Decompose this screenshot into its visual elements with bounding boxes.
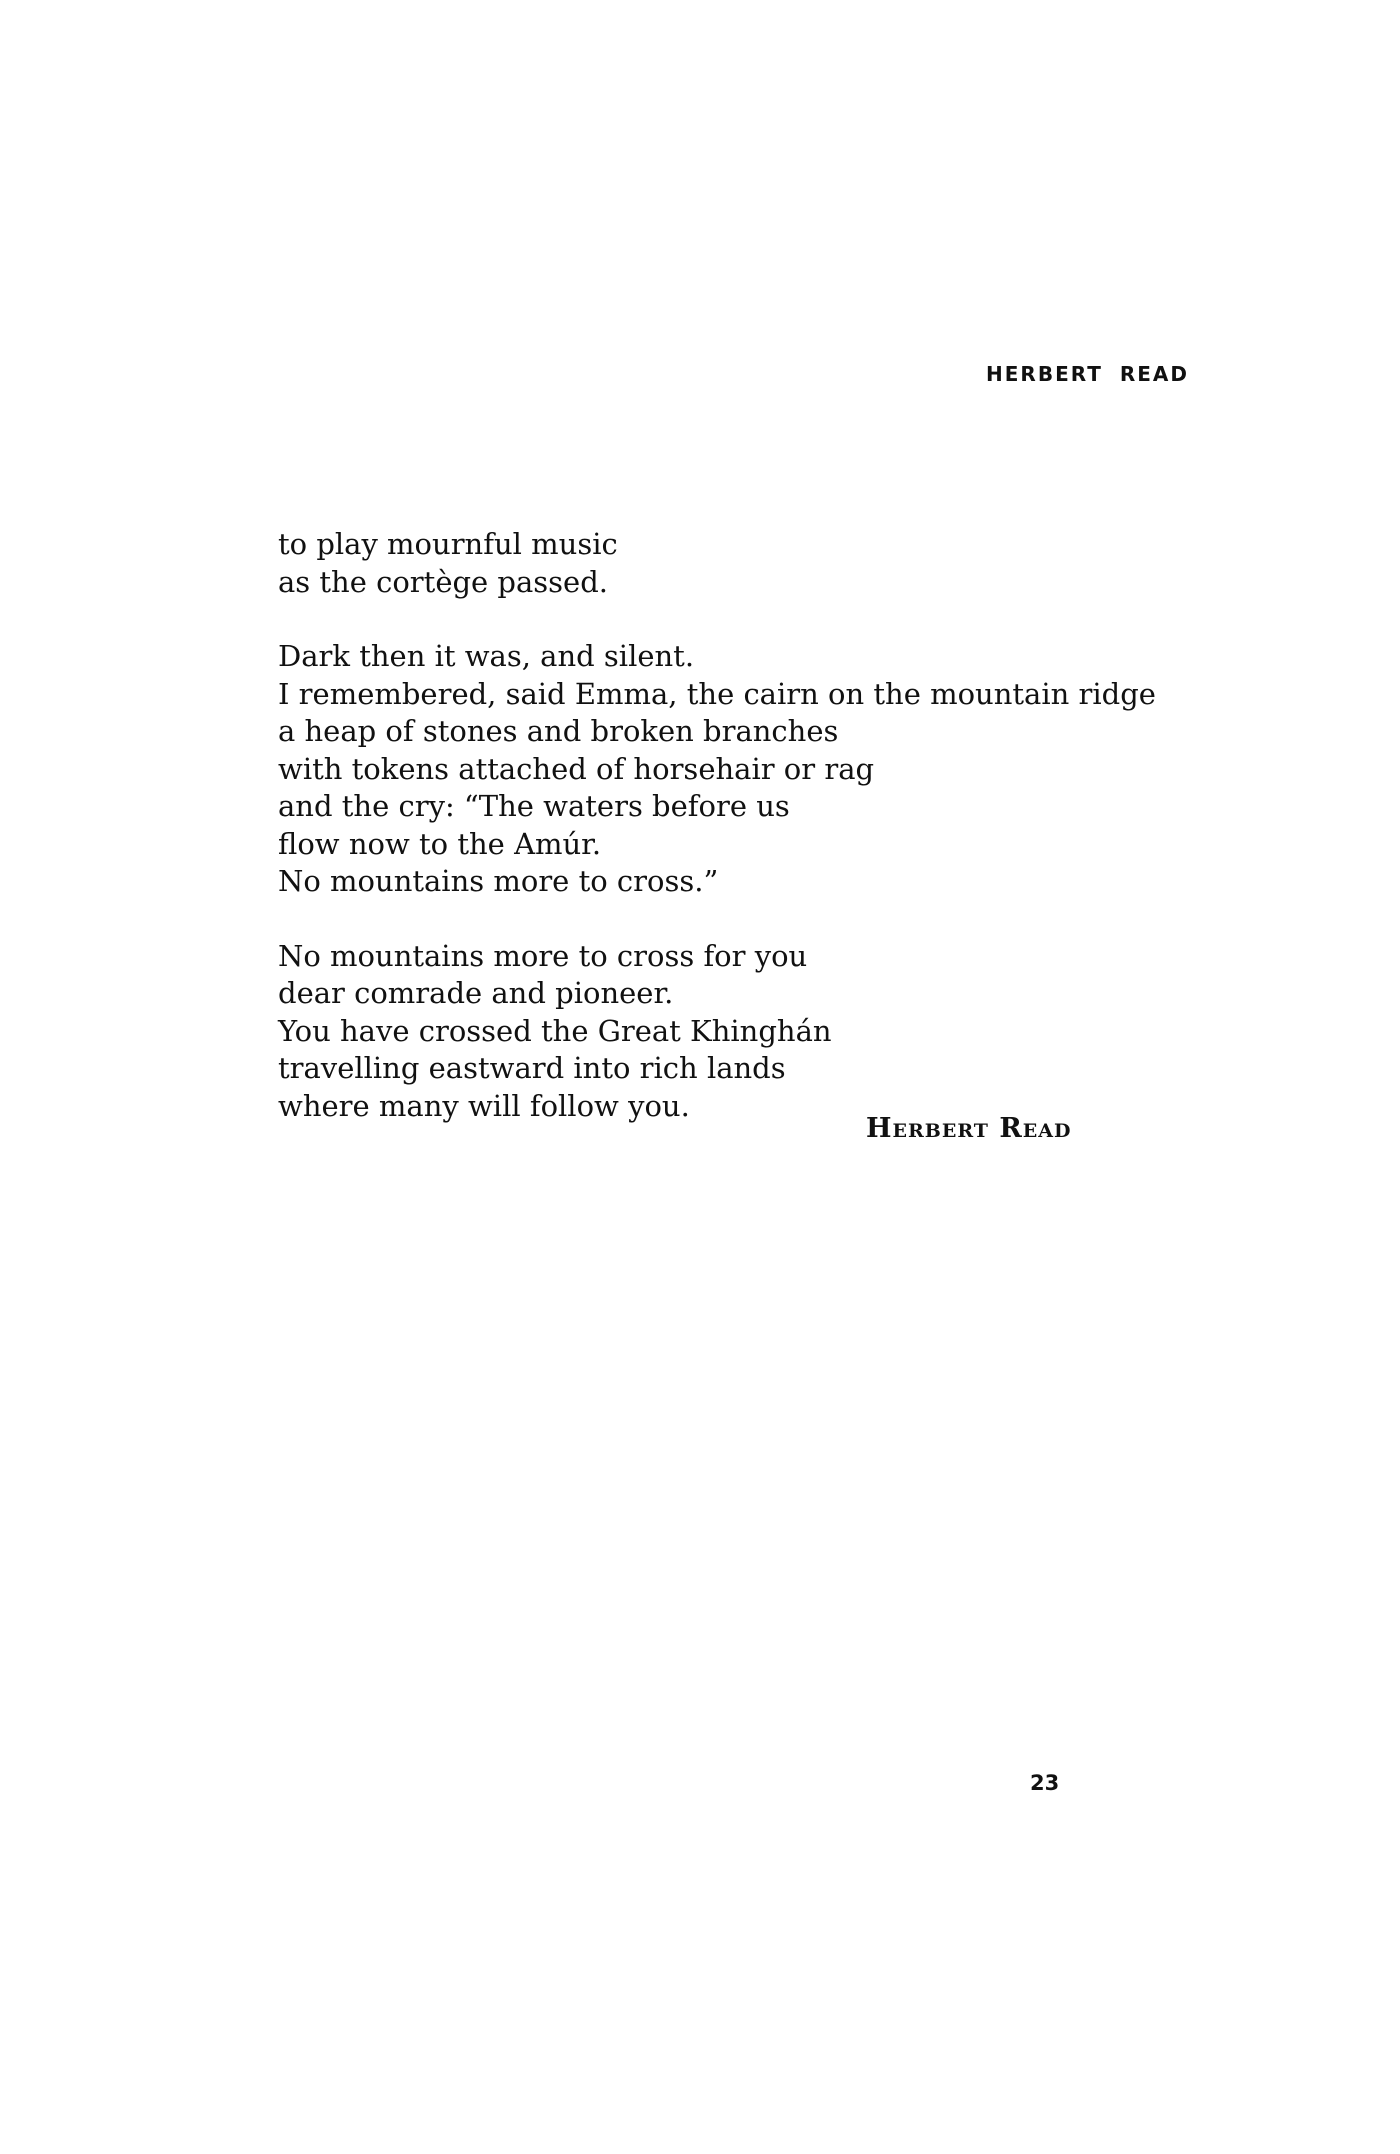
poem-line: where many will follow you. (278, 1088, 690, 1123)
poem-line: flow now to the Amúr. (278, 826, 602, 861)
author-signature: Herbert Read (866, 1113, 1072, 1144)
poem-line: No mountains more to cross.” (278, 864, 719, 898)
poem-line: a heap of stones and broken branches (278, 714, 839, 748)
poem-line: travelling eastward into rich lands (278, 1051, 786, 1085)
poem-line: No mountains more to cross for you (278, 938, 808, 973)
poem-line: to play mournful music (278, 527, 618, 561)
stanza-3 (278, 938, 1178, 1126)
poem-line: You have crossed the Great Khinghán (278, 1013, 832, 1048)
poem-line: dear comrade and pioneer. (278, 976, 674, 1010)
poem-line: Dark then it was, and silent. (278, 639, 695, 673)
poem-line: with tokens attached of horsehair or rag (278, 751, 875, 786)
poem-line: I remembered, said Emma, the cairn on the mountain ridge (278, 676, 1156, 711)
poem-body (278, 526, 1178, 1125)
running-head: HERBERT READ (986, 362, 1189, 386)
stanza-1 (278, 526, 1178, 601)
poem-line: and the cry: “The waters before us (278, 789, 790, 823)
poem-line: as the cortège passed. (278, 564, 608, 599)
stanza-2 (278, 638, 1178, 901)
page-number: 23 (1030, 1771, 1060, 1795)
